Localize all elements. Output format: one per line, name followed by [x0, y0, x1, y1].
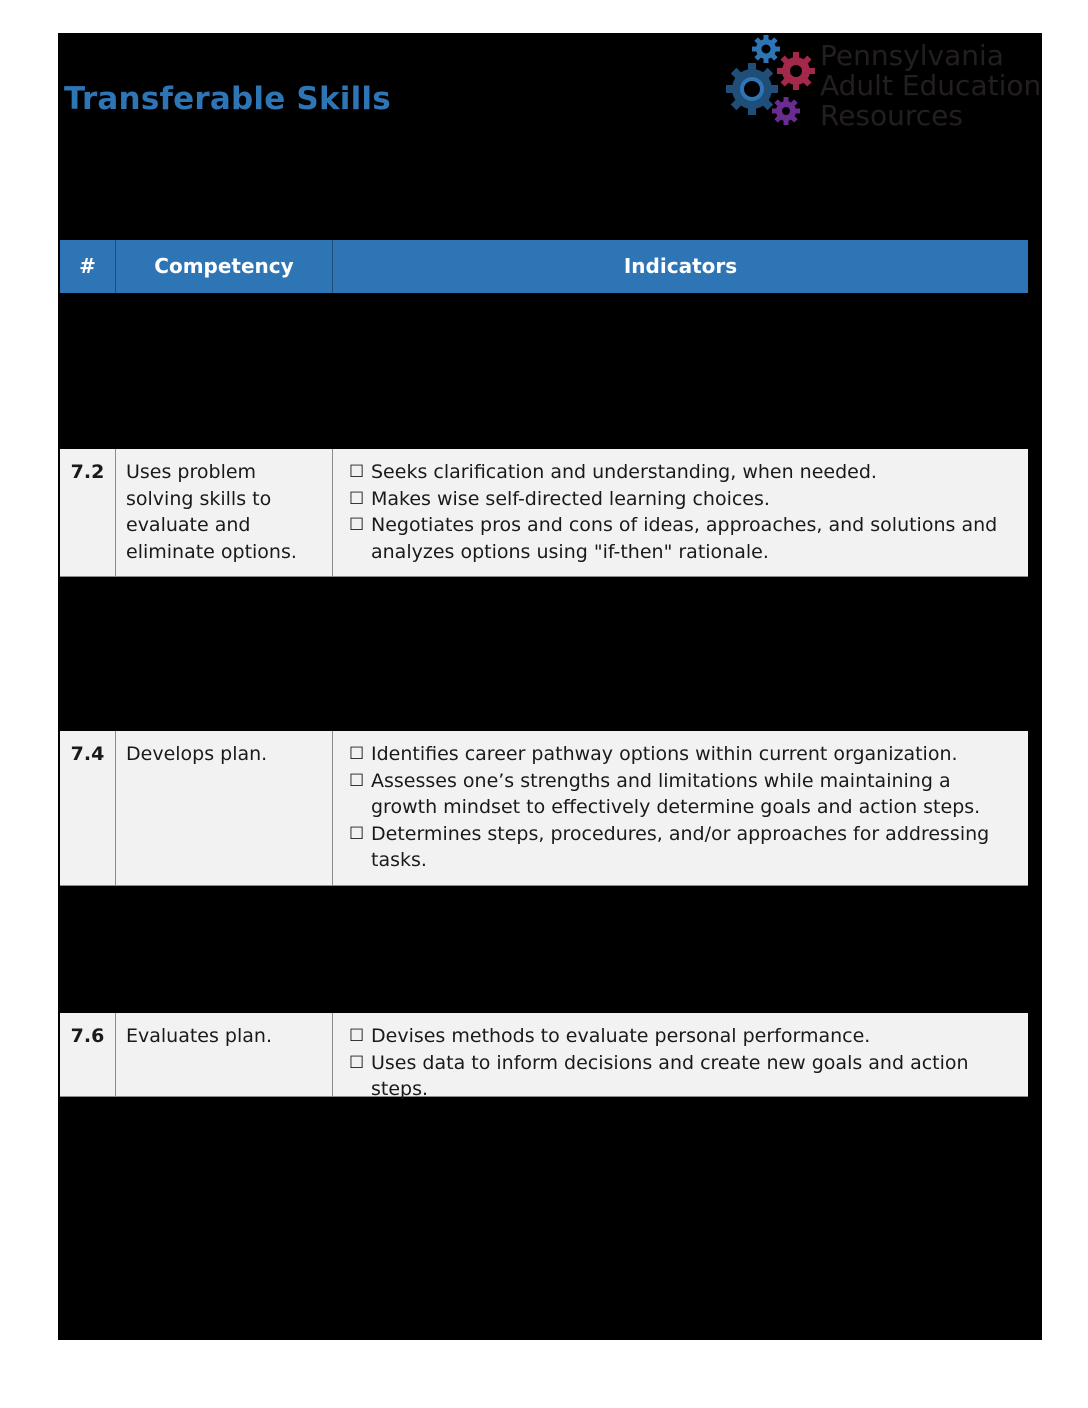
- indicator-item[interactable]: [349, 1050, 1018, 1103]
- indicator-text: Devises methods to evaluate personal performance.: [371, 1025, 871, 1047]
- column-header-indicators: Indicators: [623, 254, 738, 278]
- checkbox-icon[interactable]: ☐: [349, 823, 365, 844]
- checkbox-icon[interactable]: ☐: [349, 1052, 365, 1073]
- table-header: [60, 240, 1028, 293]
- indicator-item[interactable]: [349, 741, 1018, 768]
- indicator-item[interactable]: [349, 821, 1018, 874]
- indicator-item[interactable]: [349, 486, 1018, 513]
- competency-text: Evaluates plan.: [116, 1013, 333, 1096]
- document-page: [58, 33, 1042, 1340]
- checkbox-icon[interactable]: ☐: [349, 1026, 365, 1046]
- pa-adult-education-logo: [726, 33, 1042, 133]
- page-title: Transferable Skills: [64, 81, 391, 117]
- logo-line-2: Adult Education: [820, 69, 1042, 102]
- indicators-list: [333, 449, 1028, 576]
- gears-icon: [726, 33, 822, 129]
- indicators-list: [333, 731, 1028, 885]
- column-header-competency: Competency: [116, 240, 333, 293]
- indicator-text: Identifies career pathway options within current organization.: [371, 743, 958, 765]
- competency-text: Develops plan.: [116, 731, 333, 885]
- logo-text: [820, 41, 1041, 131]
- table-row: [60, 1013, 1028, 1100]
- checkbox-icon[interactable]: ☐: [349, 770, 365, 791]
- indicator-text: Seeks clarification and understanding, when needed.: [371, 461, 877, 483]
- competency-number: 7.4: [60, 731, 116, 885]
- checkbox-icon[interactable]: ☐: [349, 488, 365, 509]
- indicator-text: Negotiates pros and cons of ideas, approaches, and solutions and analyzes options using "if-then" rationale.: [371, 514, 998, 563]
- indicators-list: [333, 1013, 1028, 1100]
- competency-text: Uses problem solving skills to evaluate and eliminate options.: [116, 449, 333, 576]
- table-row: [60, 449, 1028, 577]
- indicator-text: Makes wise self-directed learning choices.: [371, 487, 770, 510]
- indicator-item[interactable]: [349, 768, 1018, 821]
- indicator-item[interactable]: [349, 1023, 1018, 1050]
- checkbox-icon[interactable]: ☐: [349, 462, 365, 482]
- logo-line-3: Resources: [820, 99, 963, 132]
- column-header-number: #: [60, 240, 116, 293]
- indicator-item[interactable]: [349, 512, 1018, 565]
- indicator-text: Assesses one’s strengths and limitations while maintaining a growth mindset to effectively determine goals and action steps.: [371, 769, 981, 818]
- logo-line-1: Pennsylvania: [820, 39, 1004, 72]
- indicator-text: Determines steps, procedures, and/or approaches for addressing tasks.: [371, 822, 990, 871]
- table-row: [60, 731, 1028, 886]
- checkbox-icon[interactable]: ☐: [349, 515, 365, 535]
- checkbox-icon[interactable]: ☐: [349, 744, 365, 764]
- indicator-text: Uses data to inform decisions and create new goals and action steps.: [371, 1051, 969, 1100]
- competency-number: 7.6: [60, 1013, 116, 1096]
- indicator-item[interactable]: [349, 459, 1018, 486]
- competency-number: 7.2: [60, 449, 116, 576]
